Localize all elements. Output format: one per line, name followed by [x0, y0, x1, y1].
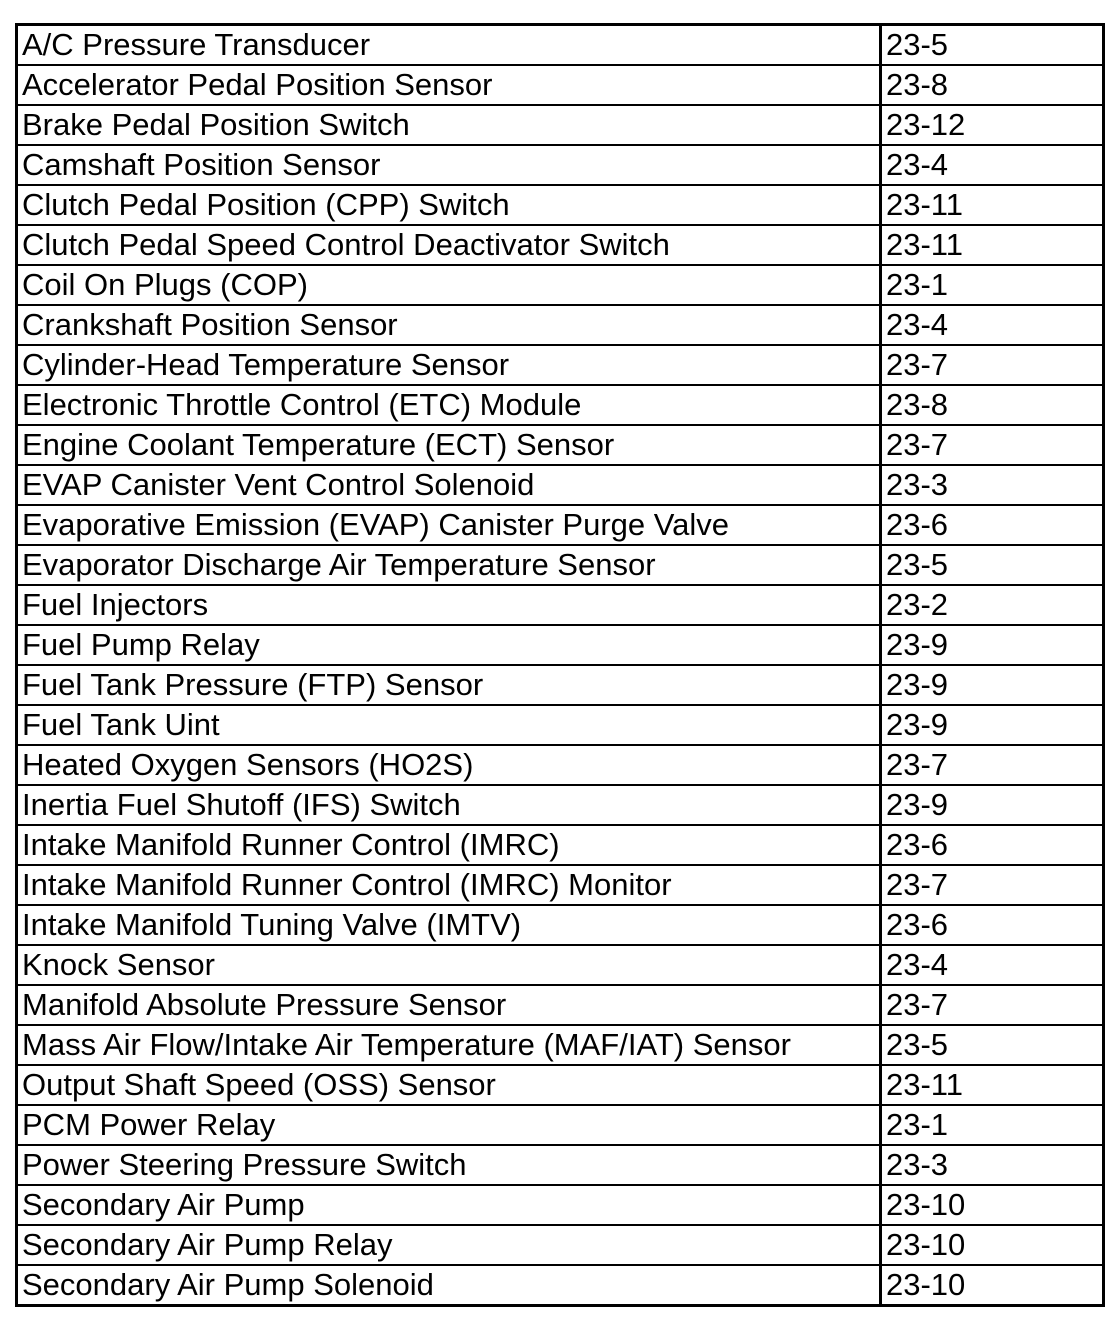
page-reference-cell: 23-5	[881, 1025, 1104, 1065]
table-row	[17, 385, 1104, 425]
component-name-cell: Evaporator Discharge Air Temperature Sensor	[17, 545, 881, 585]
page-reference-cell: 23-1	[881, 1105, 1104, 1145]
table-row	[17, 505, 1104, 545]
table-row	[17, 145, 1104, 185]
component-name-cell: Knock Sensor	[17, 945, 881, 985]
component-name-cell: Intake Manifold Runner Control (IMRC) Monitor	[17, 865, 881, 905]
table-row	[17, 425, 1104, 465]
component-name-cell: Secondary Air Pump	[17, 1185, 881, 1225]
table-row	[17, 305, 1104, 345]
table-row	[17, 1185, 1104, 1225]
component-name-cell: Electronic Throttle Control (ETC) Module	[17, 385, 881, 425]
table-row	[17, 665, 1104, 705]
page-reference-cell: 23-10	[881, 1265, 1104, 1306]
table-row	[17, 905, 1104, 945]
component-name-cell: Evaporative Emission (EVAP) Canister Purge Valve	[17, 505, 881, 545]
page-reference-cell: 23-6	[881, 825, 1104, 865]
table-row	[17, 265, 1104, 305]
component-name-cell: Output Shaft Speed (OSS) Sensor	[17, 1065, 881, 1105]
table-row	[17, 345, 1104, 385]
component-name-cell: Secondary Air Pump Relay	[17, 1225, 881, 1265]
page-reference-cell: 23-11	[881, 225, 1104, 265]
component-name-cell: Coil On Plugs (COP)	[17, 265, 881, 305]
component-name-cell: Intake Manifold Tuning Valve (IMTV)	[17, 905, 881, 945]
table-row	[17, 865, 1104, 905]
page-reference-cell: 23-2	[881, 585, 1104, 625]
page-reference-cell: 23-9	[881, 705, 1104, 745]
table-row	[17, 825, 1104, 865]
page-reference-cell: 23-3	[881, 1145, 1104, 1185]
table-row	[17, 785, 1104, 825]
page-reference-cell: 23-12	[881, 105, 1104, 145]
table-row	[17, 65, 1104, 105]
table-row	[17, 945, 1104, 985]
page-reference-cell: 23-9	[881, 665, 1104, 705]
component-index-table	[15, 23, 1105, 1307]
component-name-cell: Engine Coolant Temperature (ECT) Sensor	[17, 425, 881, 465]
table-row	[17, 1065, 1104, 1105]
component-name-cell: Clutch Pedal Speed Control Deactivator Switch	[17, 225, 881, 265]
component-name-cell: Camshaft Position Sensor	[17, 145, 881, 185]
table-row	[17, 1265, 1104, 1306]
page-reference-cell: 23-4	[881, 305, 1104, 345]
page-reference-cell: 23-9	[881, 785, 1104, 825]
component-name-cell: Fuel Pump Relay	[17, 625, 881, 665]
page-reference-cell: 23-10	[881, 1185, 1104, 1225]
table-row	[17, 185, 1104, 225]
component-name-cell: PCM Power Relay	[17, 1105, 881, 1145]
component-name-cell: Fuel Tank Pressure (FTP) Sensor	[17, 665, 881, 705]
page-reference-cell: 23-10	[881, 1225, 1104, 1265]
component-name-cell: Intake Manifold Runner Control (IMRC)	[17, 825, 881, 865]
component-name-cell: Accelerator Pedal Position Sensor	[17, 65, 881, 105]
component-name-cell: Crankshaft Position Sensor	[17, 305, 881, 345]
page-reference-cell: 23-11	[881, 185, 1104, 225]
table-row	[17, 465, 1104, 505]
page-reference-cell: 23-4	[881, 145, 1104, 185]
table-row	[17, 625, 1104, 665]
page-reference-cell: 23-6	[881, 505, 1104, 545]
page-reference-cell: 23-7	[881, 745, 1104, 785]
component-name-cell: Heated Oxygen Sensors (HO2S)	[17, 745, 881, 785]
component-name-cell: EVAP Canister Vent Control Solenoid	[17, 465, 881, 505]
table-row	[17, 105, 1104, 145]
component-name-cell: Fuel Tank Uint	[17, 705, 881, 745]
component-name-cell: A/C Pressure Transducer	[17, 25, 881, 66]
page-reference-cell: 23-7	[881, 985, 1104, 1025]
table-row	[17, 545, 1104, 585]
table-row	[17, 985, 1104, 1025]
table-row	[17, 745, 1104, 785]
page-reference-cell: 23-9	[881, 625, 1104, 665]
table-row	[17, 25, 1104, 66]
page-reference-cell: 23-3	[881, 465, 1104, 505]
page-reference-cell: 23-8	[881, 385, 1104, 425]
component-name-cell: Manifold Absolute Pressure Sensor	[17, 985, 881, 1025]
page-reference-cell: 23-7	[881, 425, 1104, 465]
page-reference-cell: 23-11	[881, 1065, 1104, 1105]
page-reference-cell: 23-7	[881, 345, 1104, 385]
component-name-cell: Brake Pedal Position Switch	[17, 105, 881, 145]
table-row	[17, 1225, 1104, 1265]
component-name-cell: Mass Air Flow/Intake Air Temperature (MAF/IAT) Sensor	[17, 1025, 881, 1065]
component-name-cell: Fuel Injectors	[17, 585, 881, 625]
page-reference-cell: 23-5	[881, 25, 1104, 66]
table-row	[17, 705, 1104, 745]
page-reference-cell: 23-1	[881, 265, 1104, 305]
page-reference-cell: 23-5	[881, 545, 1104, 585]
component-name-cell: Inertia Fuel Shutoff (IFS) Switch	[17, 785, 881, 825]
page-reference-cell: 23-8	[881, 65, 1104, 105]
component-name-cell: Clutch Pedal Position (CPP) Switch	[17, 185, 881, 225]
page-reference-cell: 23-4	[881, 945, 1104, 985]
component-name-cell: Cylinder-Head Temperature Sensor	[17, 345, 881, 385]
component-name-cell: Power Steering Pressure Switch	[17, 1145, 881, 1185]
component-index-body	[17, 25, 1104, 1306]
table-row	[17, 1025, 1104, 1065]
table-row	[17, 225, 1104, 265]
table-row	[17, 585, 1104, 625]
table-row	[17, 1105, 1104, 1145]
page-reference-cell: 23-7	[881, 865, 1104, 905]
component-name-cell: Secondary Air Pump Solenoid	[17, 1265, 881, 1306]
table-row	[17, 1145, 1104, 1185]
page-reference-cell: 23-6	[881, 905, 1104, 945]
